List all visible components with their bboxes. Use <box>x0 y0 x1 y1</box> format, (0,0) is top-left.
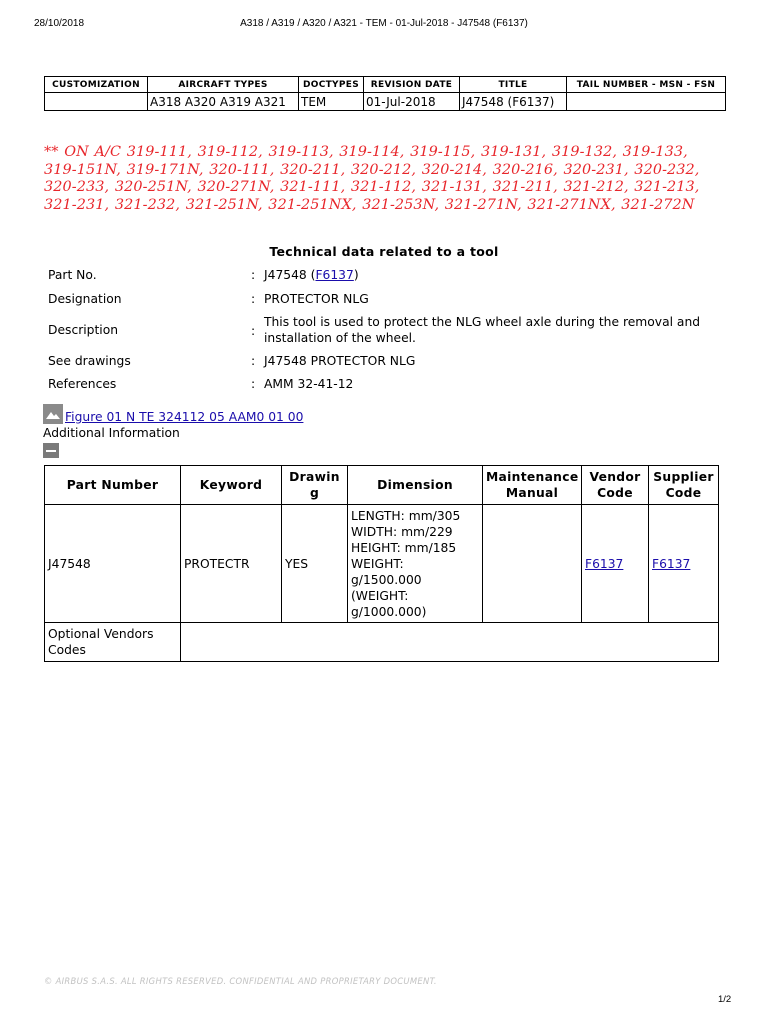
doctypes-header: DOCTYPES <box>299 77 364 93</box>
vendor-code-header: Vendor Code <box>582 466 649 505</box>
tail-number-header: TAIL NUMBER - MSN - FSN <box>567 77 726 93</box>
revision-date-header: REVISION DATE <box>364 77 460 93</box>
customization-header: CUSTOMIZATION <box>45 77 148 93</box>
part-number-header: Part Number <box>45 466 181 505</box>
maintenance-manual-header: Maintenance Manual <box>483 466 582 505</box>
dimension-cell <box>348 505 483 623</box>
metadata-value-row <box>45 93 726 111</box>
separator: : <box>251 354 256 368</box>
part-number-cell: J47548 <box>45 505 181 623</box>
applicability-statement: ** ON A/C 319-111, 319-112, 319-113, 319-114, 319-115, 319-131, 319-132, 319-133, 319-151N, 319-171N, 320-111, 320-211, 320-212, 320-214, 320-216, 320-231, 320-232, 320-233, 320-251N, 320-271N, 321-111, 321-112, 321-131, 321-211, 321-212, 321-213, 321-231, 321-232, 321-251N, 321-251NX, 321-253N, 321-271N, 321-271NX, 321-272N <box>44 144 700 214</box>
see-drawings-value: J47548 PROTECTOR NLG <box>264 354 416 368</box>
print-header <box>0 18 768 32</box>
aircraft-types-header: AIRCRAFT TYPES <box>148 77 299 93</box>
revision-date-value: 01-Jul-2018 <box>364 93 460 111</box>
title-value: J47548 (F6137) <box>460 93 567 111</box>
dimension-header: Dimension <box>348 466 483 505</box>
separator: : <box>251 292 256 306</box>
minus-icon[interactable] <box>43 443 59 458</box>
customization-value <box>45 93 148 111</box>
doctypes-value: TEM <box>299 93 364 111</box>
drawing-cell: YES <box>282 505 348 623</box>
vendor-code-link[interactable]: F6137 <box>315 268 354 282</box>
document-metadata-table <box>44 76 726 111</box>
parts-header-row <box>45 466 719 505</box>
image-icon[interactable] <box>43 404 63 424</box>
supplier-code-cell <box>649 505 719 623</box>
part-no-close: ) <box>353 268 359 282</box>
part-no-label: Part No. <box>48 268 97 282</box>
parts-table <box>44 465 719 662</box>
vendor-code-cell <box>582 505 649 623</box>
references-label: References <box>48 377 117 391</box>
print-date: 28/10/2018 <box>34 18 85 29</box>
drawing-header: Drawing <box>282 466 348 505</box>
page-number: 1/2 <box>718 994 732 1005</box>
dimension-line: LENGTH: mm/305 <box>351 508 461 523</box>
description-value: This tool is used to protect the NLG wheel axle during the removal and installation of the wheel. <box>264 315 701 345</box>
optional-vendors-value <box>181 623 719 662</box>
references-value: AMM 32-41-12 <box>264 377 354 391</box>
designation-label: Designation <box>48 292 122 306</box>
optional-vendors-label: Optional Vendors Codes <box>45 623 181 662</box>
additional-information-label: Additional Information <box>43 426 180 440</box>
dimension-line: (WEIGHT: <box>351 588 409 603</box>
aircraft-types-value: A318 A320 A319 A321 <box>148 93 299 111</box>
separator: : <box>251 377 256 391</box>
figure-link[interactable]: Figure 01 N TE 324112 05 AAM0 01 00 <box>65 410 304 424</box>
metadata-header-row <box>45 77 726 93</box>
print-document-title: A318 / A319 / A320 / A321 - TEM - 01-Jul-2018 - J47548 (F6137) <box>240 18 528 29</box>
table-row <box>45 623 719 662</box>
dimension-line: WEIGHT: <box>351 556 404 571</box>
dimension-line: HEIGHT: mm/185 <box>351 540 457 555</box>
dimension-line: g/1500.000 <box>351 572 422 587</box>
title-header: TITLE <box>460 77 567 93</box>
supplier-code-link[interactable]: F6137 <box>652 556 691 571</box>
supplier-code-header: Supplier Code <box>649 466 719 505</box>
part-no-text: J47548 ( <box>264 268 316 282</box>
table-row <box>45 505 719 623</box>
vendor-code-link[interactable]: F6137 <box>585 556 624 571</box>
keyword-header: Keyword <box>181 466 282 505</box>
section-title: Technical data related to a tool <box>269 244 499 259</box>
description-label: Description <box>48 323 119 337</box>
maintenance-manual-cell <box>483 505 582 623</box>
part-no-value <box>264 268 728 284</box>
dimension-line: g/1000.000) <box>351 604 427 619</box>
dimension-line: WIDTH: mm/229 <box>351 524 453 539</box>
keyword-cell: PROTECTR <box>181 505 282 623</box>
separator: : <box>251 268 256 282</box>
separator: : <box>251 324 256 338</box>
designation-value: PROTECTOR NLG <box>264 292 369 306</box>
see-drawings-label: See drawings <box>48 354 131 368</box>
minus-bar <box>46 450 56 452</box>
tail-number-value <box>567 93 726 111</box>
copyright-notice: © AIRBUS S.A.S. ALL RIGHTS RESERVED. CONFIDENTIAL AND PROPRIETARY DOCUMENT. <box>44 976 437 986</box>
